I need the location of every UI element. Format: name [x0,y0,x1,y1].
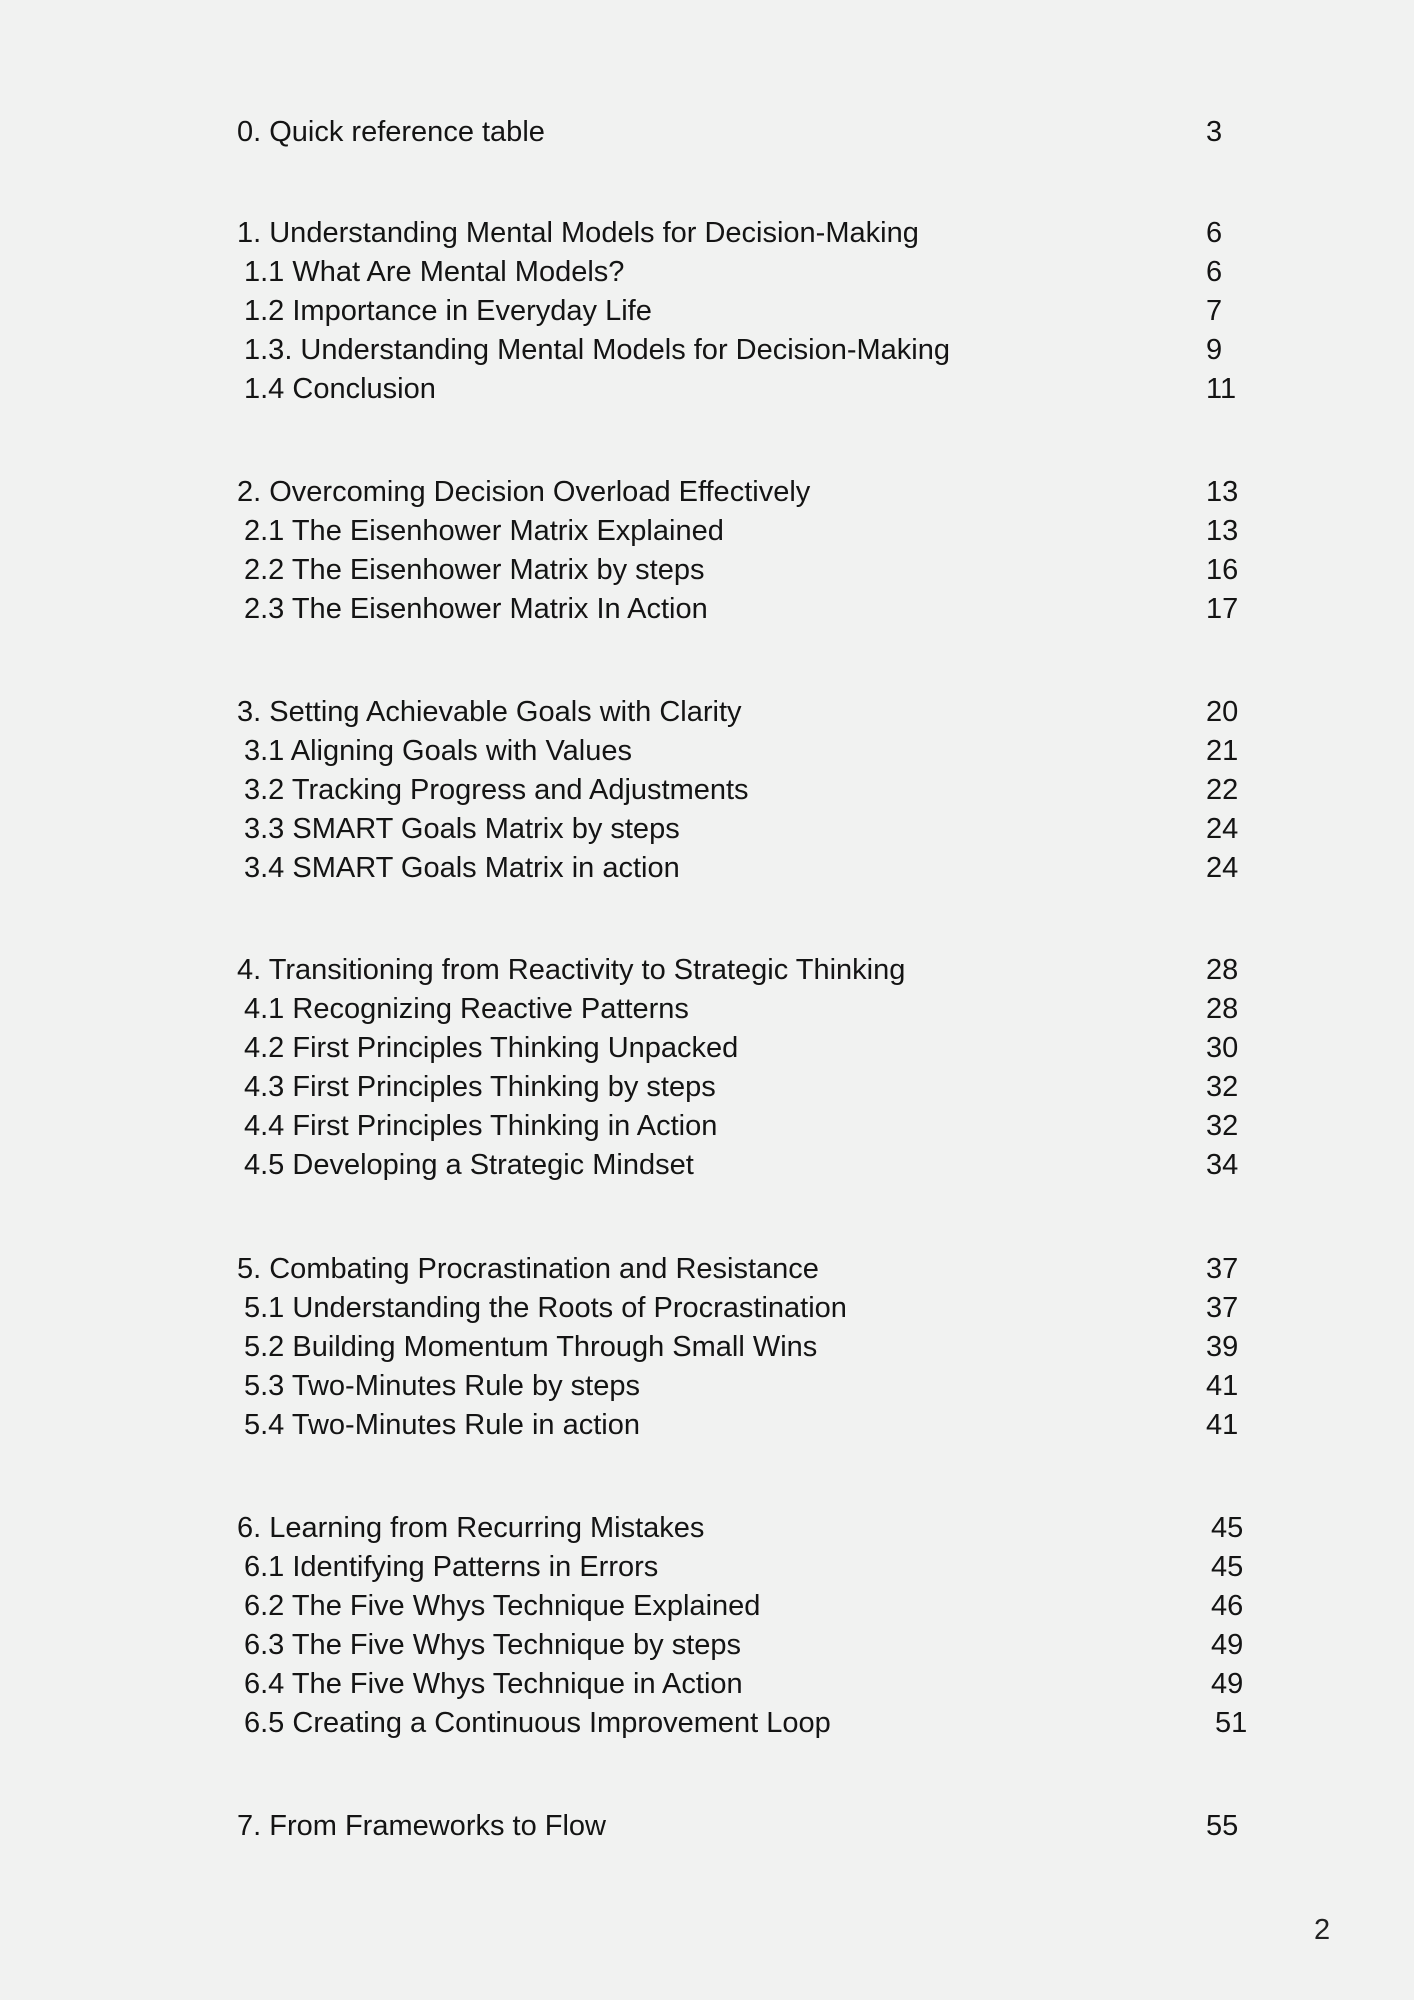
toc-entry-4-1[interactable] [0,990,1414,1029]
toc-entry-6-3[interactable] [0,1626,1414,1665]
toc-entry-page: 9 [1206,334,1223,366]
toc-entry-title: 6.2 The Five Whys Technique Explained [244,1590,761,1622]
toc-entry-title: 1.1 What Are Mental Models? [244,256,625,288]
toc-entry-title: 4. Transitioning from Reactivity to Strategic Thinking [237,954,906,986]
toc-entry-title: 1.4 Conclusion [244,373,436,405]
toc-entry-page: 13 [1206,515,1239,547]
toc-entry-page: 32 [1206,1071,1239,1103]
toc-entry-page: 24 [1206,852,1239,884]
toc-entry-title: 7. From Frameworks to Flow [237,1810,606,1842]
toc-entry-title: 2.2 The Eisenhower Matrix by steps [244,554,705,586]
toc-entry-title: 1.2 Importance in Everyday Life [244,295,652,327]
toc-entry-title: 4.1 Recognizing Reactive Patterns [244,993,689,1025]
toc-entry-page: 22 [1206,774,1239,806]
toc-entry-page: 6 [1206,256,1223,288]
toc-entry-title: 6.3 The Five Whys Technique by steps [244,1629,742,1661]
toc-entry-5-3[interactable] [0,1367,1414,1406]
toc-entry-title: 2.3 The Eisenhower Matrix In Action [244,593,708,625]
toc-entry-6-1[interactable] [0,1548,1414,1587]
toc-entry-4-4[interactable] [0,1107,1414,1146]
toc-entry-title: 1. Understanding Mental Models for Decision-Making [237,217,919,249]
toc-entry-4-5[interactable] [0,1146,1414,1185]
toc-entry-title: 5.1 Understanding the Roots of Procrastination [244,1292,847,1324]
toc-entry-page: 55 [1206,1810,1239,1842]
toc-entry-page: 11 [1206,373,1237,405]
toc-entry-title: 2.1 The Eisenhower Matrix Explained [244,515,724,547]
toc-entry-page: 28 [1206,993,1239,1025]
toc-entry-title: 6.1 Identifying Patterns in Errors [244,1551,659,1583]
toc-entry-chapter-1[interactable] [0,214,1414,253]
toc-entry-page: 45 [1211,1512,1244,1544]
toc-entry-chapter-3[interactable] [0,693,1414,732]
toc-entry-6-5[interactable] [0,1704,1414,1743]
toc-entry-3-2[interactable] [0,771,1414,810]
toc-entry-6-2[interactable] [0,1587,1414,1626]
toc-entry-page: 37 [1206,1253,1239,1285]
toc-entry-page: 6 [1206,217,1223,249]
toc-entry-4-3[interactable] [0,1068,1414,1107]
toc-entry-5-1[interactable] [0,1289,1414,1328]
toc-entry-5-4[interactable] [0,1406,1414,1445]
toc-entry-quick-reference-table[interactable] [0,113,1414,152]
toc-entry-title: 6.4 The Five Whys Technique in Action [244,1668,743,1700]
toc-entry-title: 0. Quick reference table [237,116,545,148]
toc-entry-title: 3. Setting Achievable Goals with Clarity [237,696,742,728]
toc-entry-title: 5. Combating Procrastination and Resistance [237,1253,819,1285]
toc-entry-1-2[interactable] [0,292,1414,331]
toc-entry-1-3[interactable] [0,331,1414,370]
toc-entry-page: 49 [1211,1668,1244,1700]
toc-entry-page: 17 [1206,593,1239,625]
toc-entry-page: 45 [1211,1551,1244,1583]
toc-entry-page: 46 [1211,1590,1244,1622]
toc-entry-3-4[interactable] [0,849,1414,888]
toc-entry-6-4[interactable] [0,1665,1414,1704]
page-number: 2 [1314,1914,1331,1946]
toc-entry-page: 37 [1206,1292,1239,1324]
toc-entry-4-2[interactable] [0,1029,1414,1068]
toc-entry-page: 51 [1215,1707,1248,1739]
toc-entry-page: 28 [1206,954,1239,986]
toc-entry-5-2[interactable] [0,1328,1414,1367]
toc-entry-1-4[interactable] [0,370,1414,409]
toc-entry-title: 3.1 Aligning Goals with Values [244,735,632,767]
toc-entry-page: 30 [1206,1032,1239,1064]
toc-entry-title: 6.5 Creating a Continuous Improvement Loop [244,1707,831,1739]
toc-entry-chapter-4[interactable] [0,951,1414,990]
toc-entry-page: 21 [1206,735,1239,767]
toc-entry-title: 2. Overcoming Decision Overload Effectively [237,476,811,508]
toc-entry-title: 6. Learning from Recurring Mistakes [237,1512,705,1544]
toc-entry-page: 7 [1206,295,1223,327]
toc-entry-title: 5.4 Two-Minutes Rule in action [244,1409,641,1441]
toc-entry-1-1[interactable] [0,253,1414,292]
toc-entry-page: 34 [1206,1149,1239,1181]
toc-entry-chapter-7[interactable] [0,1807,1414,1846]
toc-entry-2-1[interactable] [0,512,1414,551]
toc-entry-page: 3 [1206,116,1223,148]
toc-entry-page: 16 [1206,554,1239,586]
toc-entry-title: 5.3 Two-Minutes Rule by steps [244,1370,640,1402]
toc-entry-page: 41 [1206,1409,1239,1441]
toc-entry-3-3[interactable] [0,810,1414,849]
toc-entry-title: 3.3 SMART Goals Matrix by steps [244,813,680,845]
toc-entry-title: 3.4 SMART Goals Matrix in action [244,852,680,884]
toc-entry-2-3[interactable] [0,590,1414,629]
toc-entry-title: 4.5 Developing a Strategic Mindset [244,1149,694,1181]
toc-entry-title: 4.2 First Principles Thinking Unpacked [244,1032,739,1064]
toc-entry-chapter-6[interactable] [0,1509,1414,1548]
toc-entry-title: 4.4 First Principles Thinking in Action [244,1110,718,1142]
toc-entry-page: 32 [1206,1110,1239,1142]
toc-entry-title: 1.3. Understanding Mental Models for Decision-Making [244,334,951,366]
toc-entry-title: 4.3 First Principles Thinking by steps [244,1071,716,1103]
toc-entry-title: 3.2 Tracking Progress and Adjustments [244,774,749,806]
toc-entry-chapter-2[interactable] [0,473,1414,512]
toc-entry-chapter-5[interactable] [0,1250,1414,1289]
toc-entry-3-1[interactable] [0,732,1414,771]
toc-entry-2-2[interactable] [0,551,1414,590]
toc-entry-page: 20 [1206,696,1239,728]
toc-entry-page: 24 [1206,813,1239,845]
toc-entry-page: 39 [1206,1331,1239,1363]
toc-entry-title: 5.2 Building Momentum Through Small Wins [244,1331,818,1363]
toc-entry-page: 49 [1211,1629,1244,1661]
toc-entry-page: 13 [1206,476,1239,508]
toc-entry-page: 41 [1206,1370,1239,1402]
